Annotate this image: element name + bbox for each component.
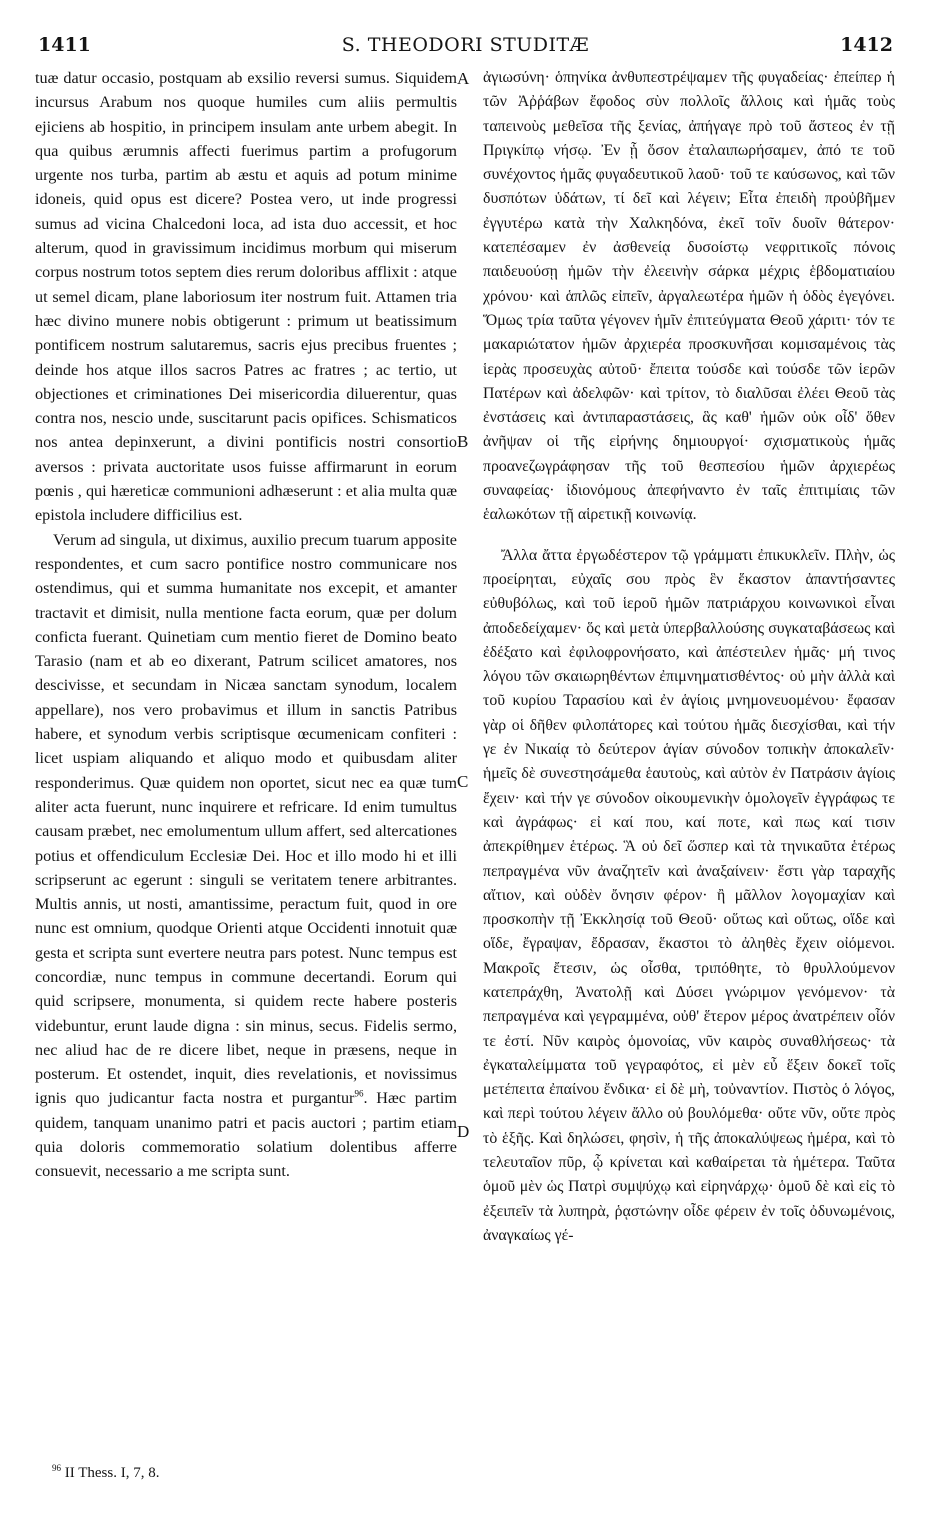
margin-marker-d: D (457, 1122, 470, 1141)
latin-paragraph-2-end: . Hæc partim quidem, tanquam unanimo patri et pacis auctori ; partim etiam quia doloris commemoratio solatium dolentibus afferre consuevit, necessario a me scripta sunt. (35, 1089, 457, 1181)
running-header (38, 34, 893, 62)
latin-paragraph-2-text: Verum ad singula, ut diximus, auxilio precum tuarum apposite respondentes, et cum sacro pontifice nostro communicare nos ostendimus, qui et summa humanitate nos excepit, et amanter tractavit et dimisit, nulla mentione facta eorum, quæ per dolum conficta fuerant. Quinetiam cum mentio fieret de Domino beato Tarasio (nam et ab eo dixerant, Patrum scilicet amatores, nos descivisse, et secundam in Nicæa sanctam synodum, localem appellare), nos vero probavimus et illum in sanctis Patribus habere, et synodum verbis scriptisque œcumenicam confiteri : licet uspiam aliquando et aliquo modo et quibusdam aliter responderimus. Quæ quidem non oportet, sicut nec ea quæ tum aliter acta fuerunt, nunc inquirere et refricare. Id enim tumultus causam præbet, nec emolumentum ullum affert, sed altercationes potius et offendiculum Ecclesiæ Dei. Hoc et illo modo hi et illi scripserunt ac egerunt : singuli se veritatem tenere arbitrantes. Multis annis, ut nosti, amantissime, peractum fuit, quod in ore nunc est omnium, quodque Orienti atque Occidenti innotuit quæ gesta et scripta sunt evertere neutra pars potest. Nunc tempus est concordiæ, nunc tempus in commune decertandi. Eorum qui quid scripsere, monumenta, si quidem recte habere posteris videbuntur, erunt laude digna : sin minus, secus. Fidelis sermo, nec aliud hac de re dicere libet, neque in præsens, neque in posterum. Et ostendet, inquit, dies revelationis, et novissimus ignis quo judicantur facta nostra et purgantur (35, 530, 457, 1108)
footnote-reference: 96 (354, 1089, 364, 1100)
greek-paragraph-1: ἀγιωσύνη· ὁπηνίκα ἀνθυπεστρέψαμεν τῆς φυγαδείας· ἐπείπερ ἡ τῶν Ἀῤῥάβων ἔφοδος σὺν πολλοῖς ἄλλοις καὶ ἡμᾶς τοὺς ταπεινοὺς μεθεῖσα τῆς ξενίας, ἀπήγαγε πρὸ τοῦ ἄστεος ἐν τῇ Πριγκίπῳ νήσῳ. Ἐν ᾗ ὅσον ἐταλαιπωρήσαμεν, ἀπό τε τοῦ συνέχοντος ἡμᾶς φυγαδευτικοῦ λαοῦ· τοῦ τε καύσωνος, καὶ τῶν δυσπότων ὑδάτων, τί δεῖ καὶ λέγειν; Εἶτα ἐπειδὴ προὐβῆμεν ἐγγυτέρω κατὰ τὴν Χαλκηδόνα, ἐκεῖ τοῖν δυοῖν θάτερον· κατεπέσαμεν ἐν ἀσθενείᾳ δυσοίστῳ νεφριτικοῖς πόνοις παιδευούσῃ ἡμῶν τὴν ἐλεεινὴν σάρκα μέχρις ἑβδοματιαίου χρόνου· καὶ ἁπλῶς εἰπεῖν, ἀργαλεωτέρα ἡμῶν ἡ ὁδὸς ἐγεγόνει. Ὅμως τρία ταῦτα γέγονεν ἡμῖν ἐπιτεύγματα Θεοῦ χάριτι· τόν τε μακαριώτατον ἡμῶν ἀρχιερέα προσκυνῆσαι κομισαμένοις τὰς ἱερὰς προσευχὰς αὐτοῦ· ἔπειτα τούσδε καὶ τούσδε τῶν ἱερῶν Πατέρων καὶ ἀδελφῶν· καὶ τρίτον, τὸ διαλῦσαι ἐλέει Θεοῦ τὰς ἐνστάσεις καὶ ἀντιπαραστάσεις, ἃς καθ' ἡμῶν οὐκ οἶδ' ὅθεν ἀνῆψαν οἱ τῆς εἰρήνης δημιουργοί· σχισματικοὺς ἡμᾶς προανεζωγράφησαν τῆς τοῦ θεσπεσίου ἡμῶν ἀρχιερέως συναφείας· ἰδιονόμους ἀπεφήναντο ἐν ταῖς ἐπιτιμίαις τῶν ἑαλωκότων τῇ αἱρετικῇ κοινωνίᾳ. (483, 69, 895, 524)
column-number-right: 1412 (840, 34, 893, 56)
footnote (52, 1465, 159, 1482)
latin-paragraph-2 (35, 528, 457, 1184)
greek-column (483, 66, 895, 1248)
latin-paragraph-1: tuæ datur occasio, postquam ab exsilio reversi sumus. Siquidem incursus Arabum nos quoque humiles cum aliis permultis ejiciens ab hospitio, in principem insulam ante urbem abegit. In qua quibus ærumnis affecti fuerimus partim a profugorum urgente nos turba, partim ab æstu et aquis ad potum minime idoneis, quid opus est dicere? Postea vero, ut inde progressi sumus ad vicina Chalcedoni loca, ad ista duo accessit, et hoc alterum, quod in gravissimum incidimus morbum qui miserum corpus nostrum totos septem dies rerum doloribus afflixit : atque ut semel dicam, plane laboriosum iter nostrum fuit. Attamen tria hæc divino munere nobis obtigerunt : primum ut beatissimum pontificem nostrum salutaremus, sacris ejus precibus fruentes ; deinde hos atque illos sacros Patres ac fratres ; ac tertio, ut objectiones et criminationes Dei misericordia diluerentur, quas contra nos, nescio unde, suscitarunt pacis opifices. Schismaticos nos antea depinxerunt, a divini pontificis nostri consortio aversos : privata auctoritate usos fuisse affirmarunt in eorum pœnis , qui hæreticæ communioni adhæserunt : et alia multa quæ epistola includere difficilius est. (35, 69, 457, 525)
footnote-text: II Thess. I, 7, 8. (61, 1465, 160, 1481)
margin-marker-a: A (457, 69, 470, 88)
running-title: S. THEODORI STUDITÆ (341, 34, 590, 56)
column-number-left: 1411 (38, 34, 91, 56)
margin-marker-c: C (457, 772, 469, 791)
latin-column (35, 66, 457, 1184)
margin-marker-b: B (457, 432, 469, 451)
greek-paragraph-2: Ἄλλα ἄττα ἐργωδέστερον τῷ γράμματι ἐπικυκλεῖν. Πλὴν, ὡς προείρηται, εὐχαῖς σου πρὸς ἓν ἕκαστον ἀπαντήσαντες εὐθυβόλως, καὶ τοῦ ἱεροῦ ἡμῶν πατριάρχου κοινωνικοὶ εἶναι ἀποδεδείχαμεν· ὅς καὶ μετὰ ὑπερβαλλούσης συγκαταβάσεως καὶ ἐδέξατο καὶ ἐφιλοφρονήσατο, καὶ ἀπέστειλεν ἡμᾶς· μή τινος λόγου τῶν σκαιωρηθέντων ἐπιμνηματισθέντος· οὐ μὴν ἀλλὰ καὶ τοῦ κυρίου Ταρασίου καὶ ἐν ἁγίοις μνημονευομένου· ἔφασαν γὰρ οἱ δῆθεν φιλοπάτορες καὶ τούτου ἡμᾶς διεσχίσθαι, καὶ τήν γε ἐν Νικαίᾳ τὸ δεύτερον ἁγίαν σύνοδον τοπικὴν ἀποκαλεῖν· ἡμεῖς δὲ συνεστησάμεθα ἑαυτοὺς, καὶ αὐτὸν ἐν Πατράσιν ἁγίοις ἔχειν· καὶ τήν γε σύνοδον οἰκουμενικὴν ὁμολογεῖν ἐγγράφως τε καὶ ἀγράφως· εἰ καί που, καί ποτε, καὶ πως καί τισιν ἀπεκρίθημεν ἑτέρως. Ἃ οὐ δεῖ ὥσπερ καὶ τὰ τηνικαῦτα ἑτέρως πεπραγμένα νῦν ἀναζητεῖν καὶ ἀναξαίνειν· ἔστι γὰρ ταραχῆς αἴτιον, καὶ οὐδὲν ὄνησιν φέρον· ἢ μᾶλλον λογομαχίαν καὶ προσκοπὴν τῇ Ἐκκλησίᾳ τοῦ Θεοῦ· οὕτως καὶ οὕτως, οἵδε καὶ οἵδε, ἔγραψαν, ἔδρασαν, ἕκαστοι τὸ ἀληθὲς ἔχειν οἰόμενοι. Μακροῖς ἔτεσιν, ὡς οἶσθα, τριπόθητε, τὸ θρυλλούμενον κατεπράχθη, Ἀνατολῇ καὶ Δύσει γνώριμον γενόμενον· τὰ πεπραγμένα καὶ γεγραμμένα, οὐθ' ἕτερον μέρος ἀνατρέπειν οἷόν τε ἐστί. Νῦν καιρὸς ὁμονοίας, νῦν καιρὸς συναθλήσεως· τὰ ἐγκαταλείμματα τοῦ γεγραφότος, εἰ μὲν εὖ ἕξειν δοκεῖ τοῖς μετέπειτα ἐπαίνου ἔνδικα· εἰ δὲ μὴ, τοὐναντίον. Πιστὸς ὁ λόγος, καὶ περὶ τούτου λέγειν ἄλλο οὐ βουλόμεθα· οὔτε νῦν, οὔτε πρὸς τὸ ἑξῆς. Καὶ δηλώσει, φησὶν, ἡ τῆς ἀποκαλύψεως ἡμέρα, καὶ τὸ τελευταῖον πῦρ, ᾧ κρίνεται καὶ καθαίρεται τὰ ἡμέτερα. Ταῦτα ὁμοῦ μὲν ὡς Πατρὶ συμψύχῳ καὶ εἰρηνάρχῳ· ὁμοῦ δὲ καὶ εἰς τὸ ἐξειπεῖν τὰ λυπηρὰ, ῥᾳστώνην οἶδε φέρειν ἐν τοῖς ὀδυνωμένοις, ἀναγκαίως γέ- (483, 546, 895, 1244)
footnote-marker: 96 (52, 1463, 61, 1473)
